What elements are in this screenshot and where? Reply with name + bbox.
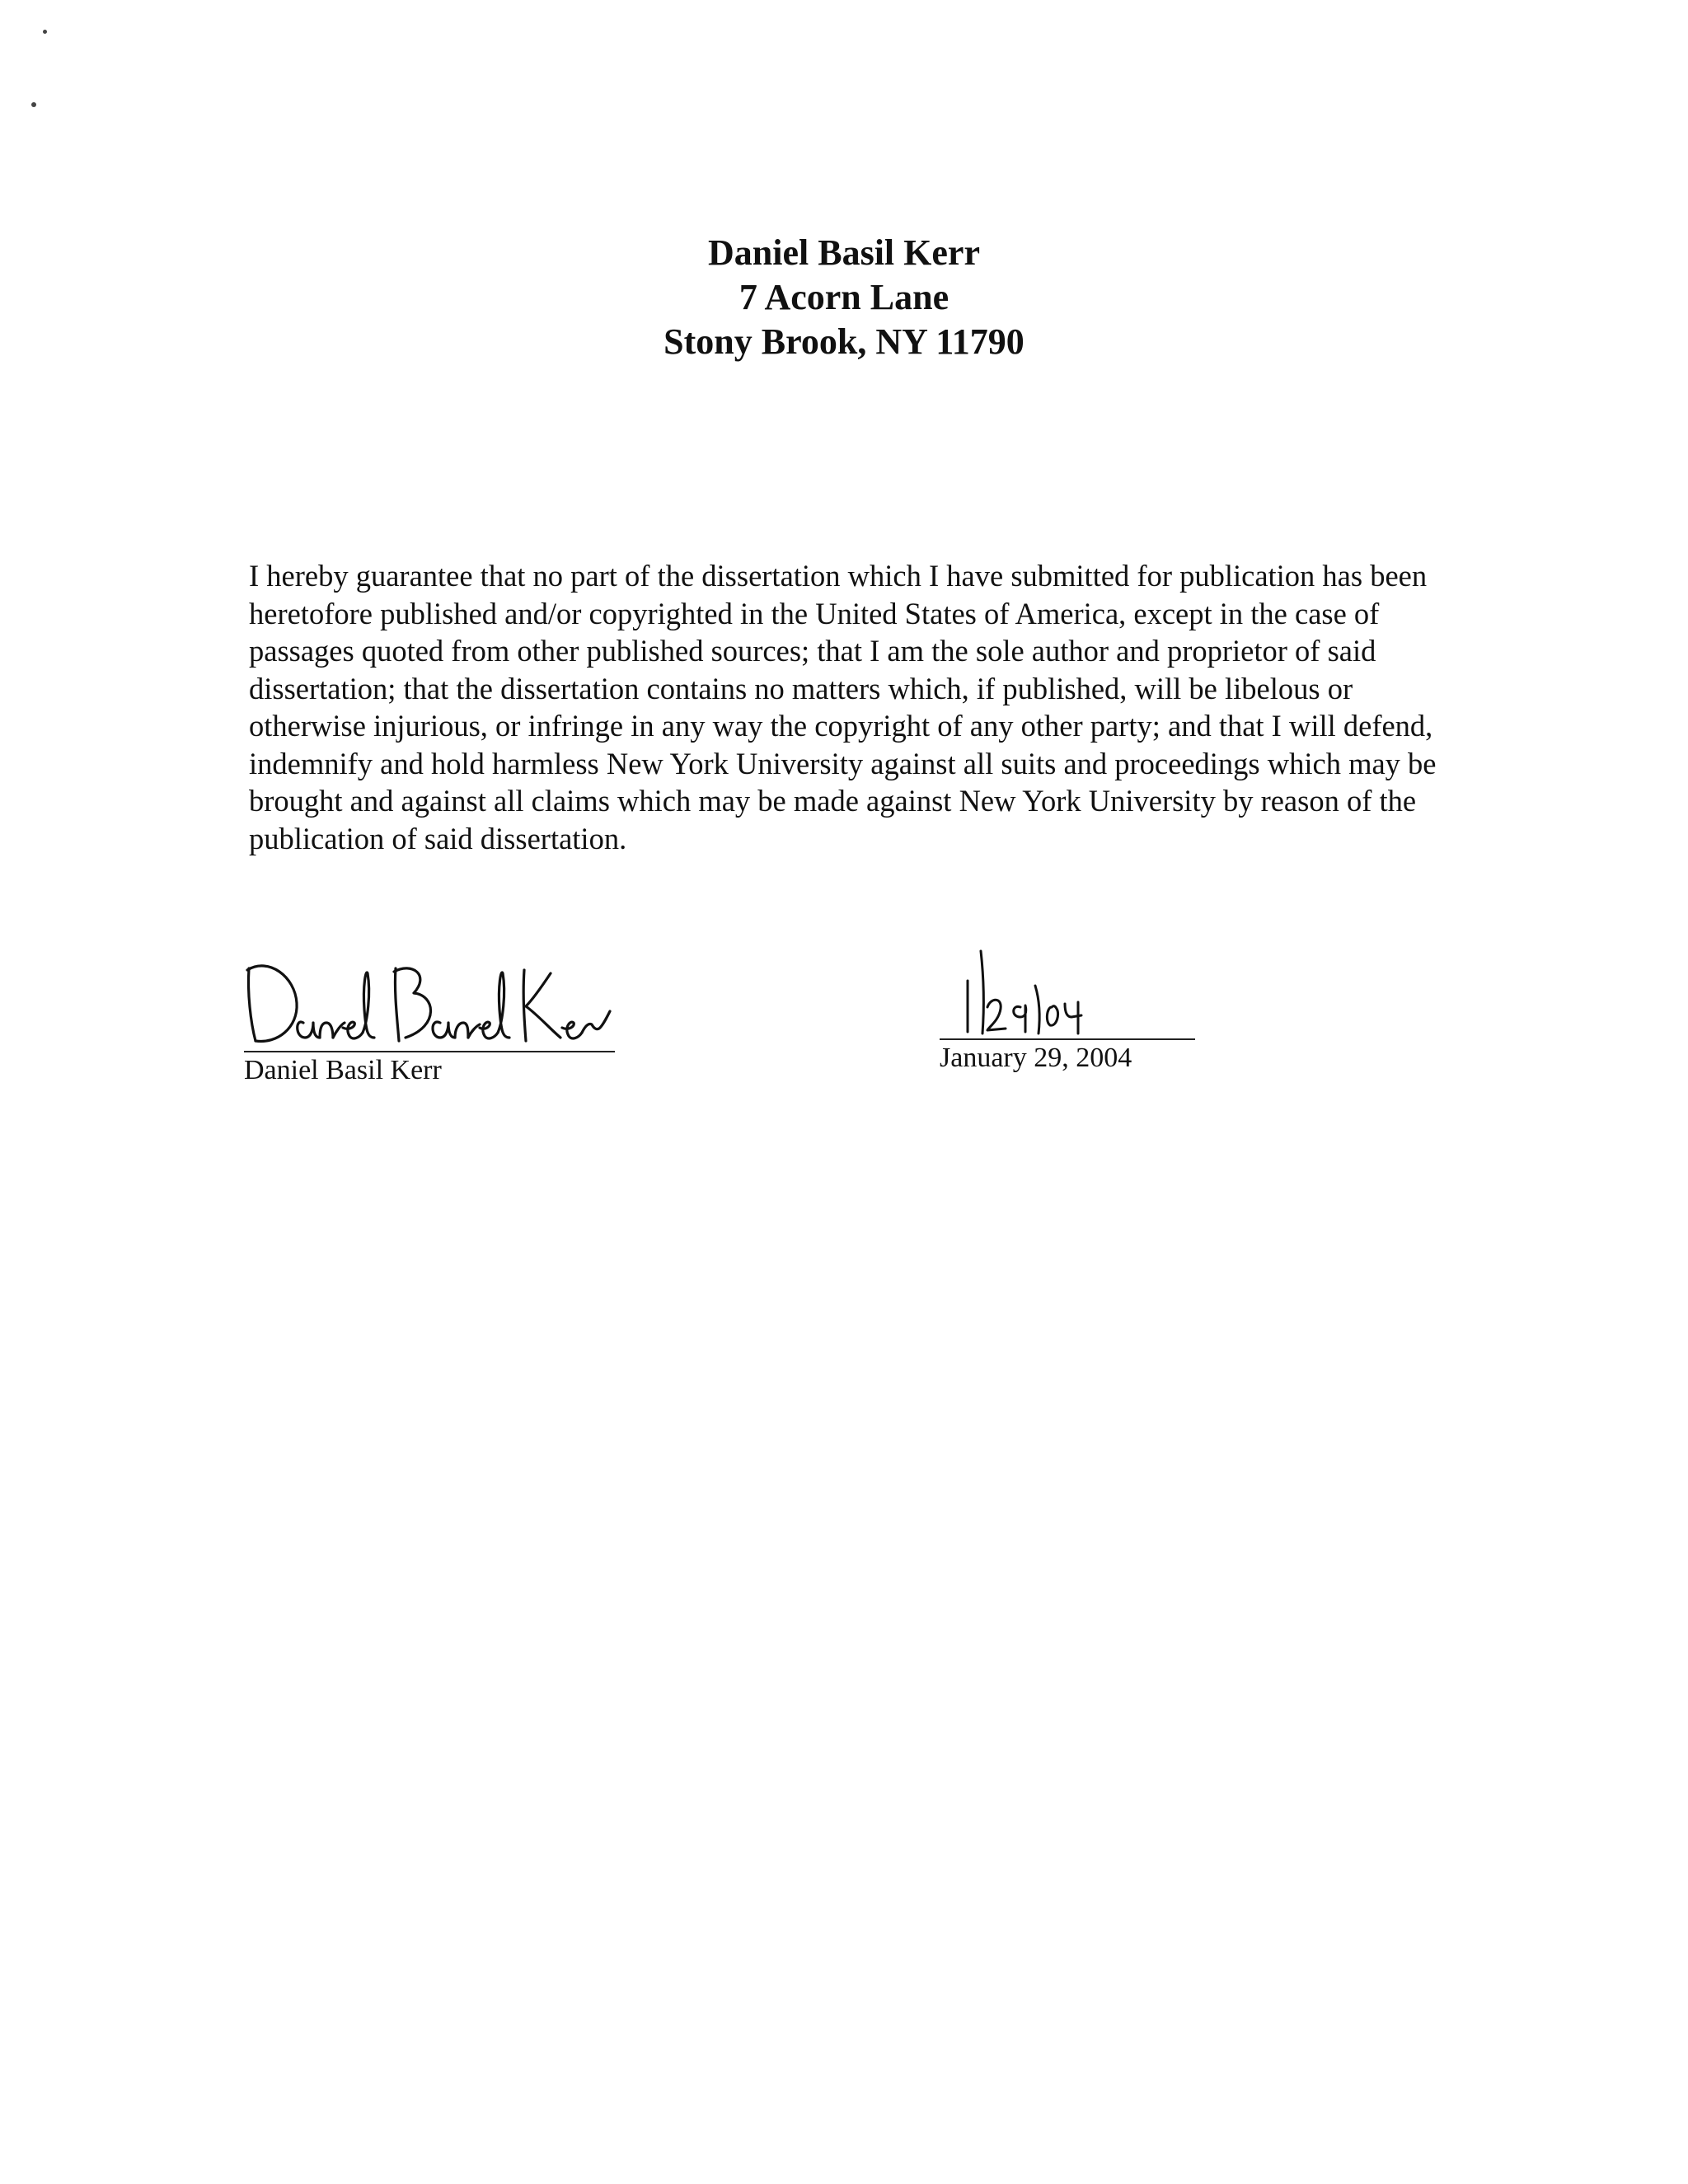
handwritten-date: [940, 931, 1195, 1038]
scan-speck: [43, 30, 47, 34]
letterhead-street: 7 Acorn Lane: [738, 277, 950, 317]
signature-block: [244, 952, 615, 1087]
printed-date: January 29, 2004: [940, 1043, 1132, 1073]
guarantee-paragraph: I hereby guarantee that no part of the dissertation which I have submitted for publication has been heretofore published and/or copyrighted in the United States of America, except in the case of passages quoted from other published sources; that I am the sole author and proprietor of said dissertation; that the dissertation contains no matters which, if published, will be libelous or otherwise injurious, or infringe in any way the copyright of any other party; and that I will defend, indemnify and hold harmless New York University against all suits and proceedings which may be brought and against all claims which may be made against New York University by reason of the publication of said dissertation.: [249, 559, 1437, 855]
letterhead: [0, 231, 1688, 364]
date-line: [940, 1038, 1195, 1040]
letterhead-name: Daniel Basil Kerr: [708, 232, 980, 273]
date-block: [940, 931, 1195, 1075]
signature-line: [244, 1051, 615, 1052]
scan-speck: [31, 102, 36, 107]
printed-signer-name: Daniel Basil Kerr: [244, 1055, 442, 1085]
handwritten-signature: [244, 952, 615, 1051]
letterhead-city: Stony Brook, NY 11790: [663, 321, 1025, 362]
